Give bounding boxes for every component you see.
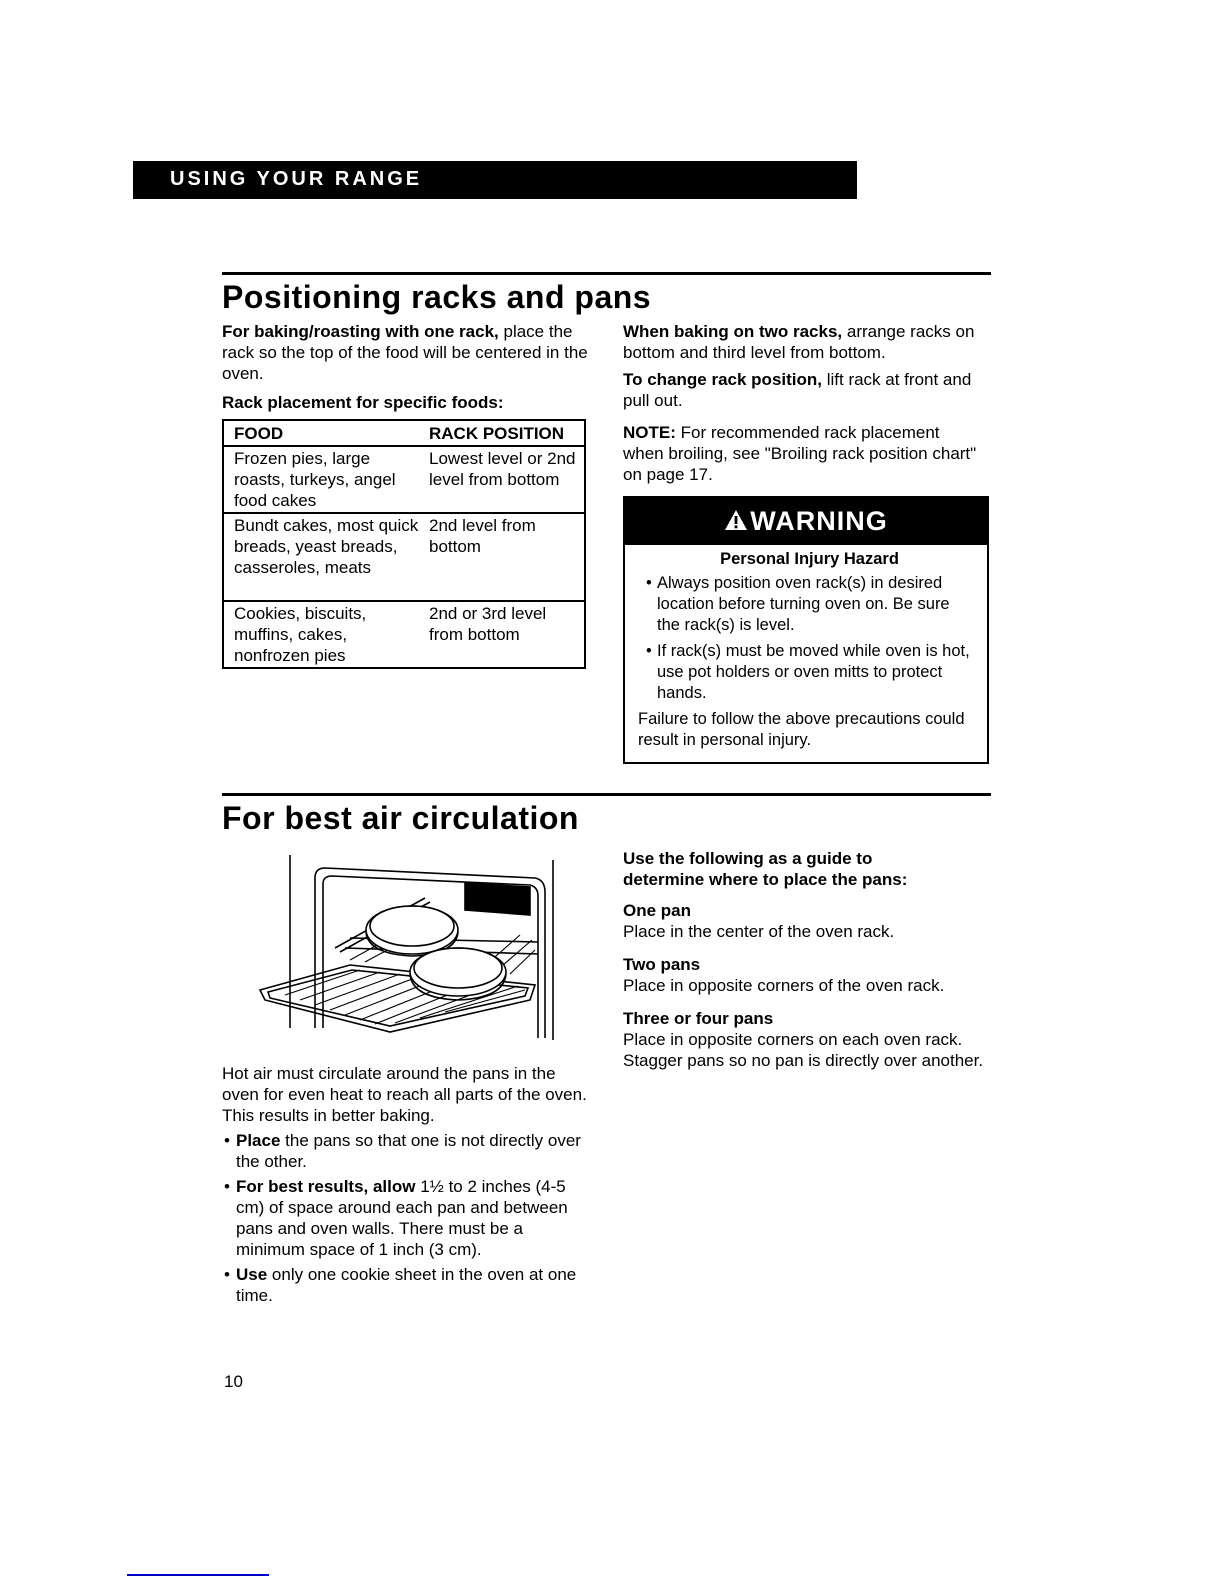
guide-text: Place in the center of the oven rack.: [623, 922, 895, 941]
column-header-rack-position: RACK POSITION: [419, 420, 585, 446]
warning-bullet: • Always position oven rack(s) in desired location before turning oven on. Be sure the rack(s) is level.: [646, 574, 950, 634]
two-racks-bold: When baking on two racks,: [623, 322, 843, 341]
food-cell: Frozen pies, large roasts, turkeys, angel food cakes: [223, 446, 419, 513]
change-rack-text: lift rack at front and pull out.: [623, 370, 972, 410]
bullet-bold: For best results, allow: [236, 1177, 416, 1196]
guide-heading: Two pans: [623, 955, 701, 974]
bullet-item: • For best results, allow 1½ to 2 inches (4-5 cm) of space around each pan and between pans and oven walls. There must be a minimum space of 1 inch (3 cm).: [224, 1177, 568, 1259]
table-row: [223, 446, 585, 513]
food-cell: Cookies, biscuits, muffins, cakes, nonfrozen pies: [223, 601, 419, 668]
guide-text: Place in opposite corners on each oven rack. Stagger pans so no pan is directly over another.: [623, 1030, 984, 1070]
warning-box: [623, 496, 989, 764]
bullet-item: • Place the pans so that one is not directly over the other.: [224, 1131, 581, 1171]
rack-position-cell: 2nd or 3rd level from bottom: [419, 601, 585, 668]
guide-title: Use the following as a guide to determine where to place the pans:: [623, 849, 908, 889]
bullet-bold: Use: [236, 1265, 268, 1284]
guide-heading: Three or four pans: [623, 1009, 774, 1028]
section-banner: [133, 161, 857, 199]
bullet-text: only one cookie sheet in the oven at one time.: [236, 1265, 577, 1305]
guide-two-pans: [623, 954, 995, 996]
warning-subtitle: Personal Injury Hazard: [720, 550, 899, 568]
bullet-text: 1½ to 2 inches (4-5 cm) of space around each pan and between pans and oven walls. There must be a minimum space of 1 inch (3 cm).: [236, 1177, 568, 1259]
guide-heading: One pan: [623, 901, 692, 920]
note-bold: NOTE:: [623, 423, 676, 442]
warning-title: WARNING: [750, 506, 888, 536]
bullet-bold: Place: [236, 1131, 281, 1150]
warning-bullet-text: Always position oven rack(s) in desired location before turning oven on. Be sure the rack(s) is level.: [657, 574, 950, 634]
warning-bullet-text: If rack(s) must be moved while oven is hot, use pot holders or oven mitts to protect hands.: [657, 642, 970, 702]
food-cell: Bundt cakes, most quick breads, yeast breads, casseroles, meats: [223, 513, 419, 601]
table-header-row: [223, 420, 585, 446]
rack-position-cell: 2nd level from bottom: [419, 513, 585, 601]
bullet-item: • Use only one cookie sheet in the oven at one time.: [224, 1265, 577, 1305]
section-rule-1: [222, 272, 991, 275]
section-title-positioning: Positioning racks and pans: [222, 279, 652, 315]
bullet-text: the pans so that one is not directly over the other.: [236, 1131, 581, 1171]
intro-bold: For baking/roasting with one rack,: [222, 322, 499, 341]
rack-position-cell: Lowest level or 2nd level from bottom: [419, 446, 585, 513]
warning-footer: Failure to follow the above precautions could result in personal injury.: [638, 710, 965, 749]
note-text: For recommended rack placement when broiling, see "Broiling rack position chart" on page 17.: [623, 423, 977, 484]
table-row: [223, 601, 585, 668]
footer-line: [127, 1574, 269, 1576]
column-header-food: FOOD: [223, 420, 419, 446]
intro-text: place the rack so the top of the food will be centered in the oven.: [222, 322, 588, 383]
guide-three-four-pans: [623, 1008, 993, 1071]
guide-one-pan: [623, 900, 995, 942]
warning-triangle-icon: [724, 499, 748, 546]
air-circulation-body: Hot air must circulate around the pans in the oven for even heat to reach all parts of the oven. This results in better baking.: [222, 1064, 587, 1125]
air-circulation-bullets: [222, 1126, 592, 1306]
note-paragraph: [623, 422, 983, 485]
page-number: 10: [224, 1372, 243, 1391]
two-racks-paragraph: [623, 321, 995, 363]
oven-rack-with-pans-illustration: [240, 850, 560, 1045]
two-racks-text: arrange racks on bottom and third level from bottom.: [623, 322, 975, 362]
guide-text: Place in opposite corners of the oven rack.: [623, 976, 945, 995]
table-row: [223, 513, 585, 601]
table-caption: Rack placement for specific foods:: [222, 393, 504, 412]
change-rack-bold: To change rack position,: [623, 370, 822, 389]
section-rule-2: [222, 793, 991, 796]
intro-paragraph: [222, 321, 594, 384]
section-title-air-circulation: For best air circulation: [222, 800, 579, 836]
rack-placement-table: [222, 419, 586, 669]
change-rack-paragraph: [623, 369, 995, 411]
banner-title: USING YOUR RANGE: [170, 168, 423, 190]
warning-bullet: • If rack(s) must be moved while oven is hot, use pot holders or oven mitts to protect hands.: [646, 642, 970, 702]
warning-header: [625, 498, 987, 545]
